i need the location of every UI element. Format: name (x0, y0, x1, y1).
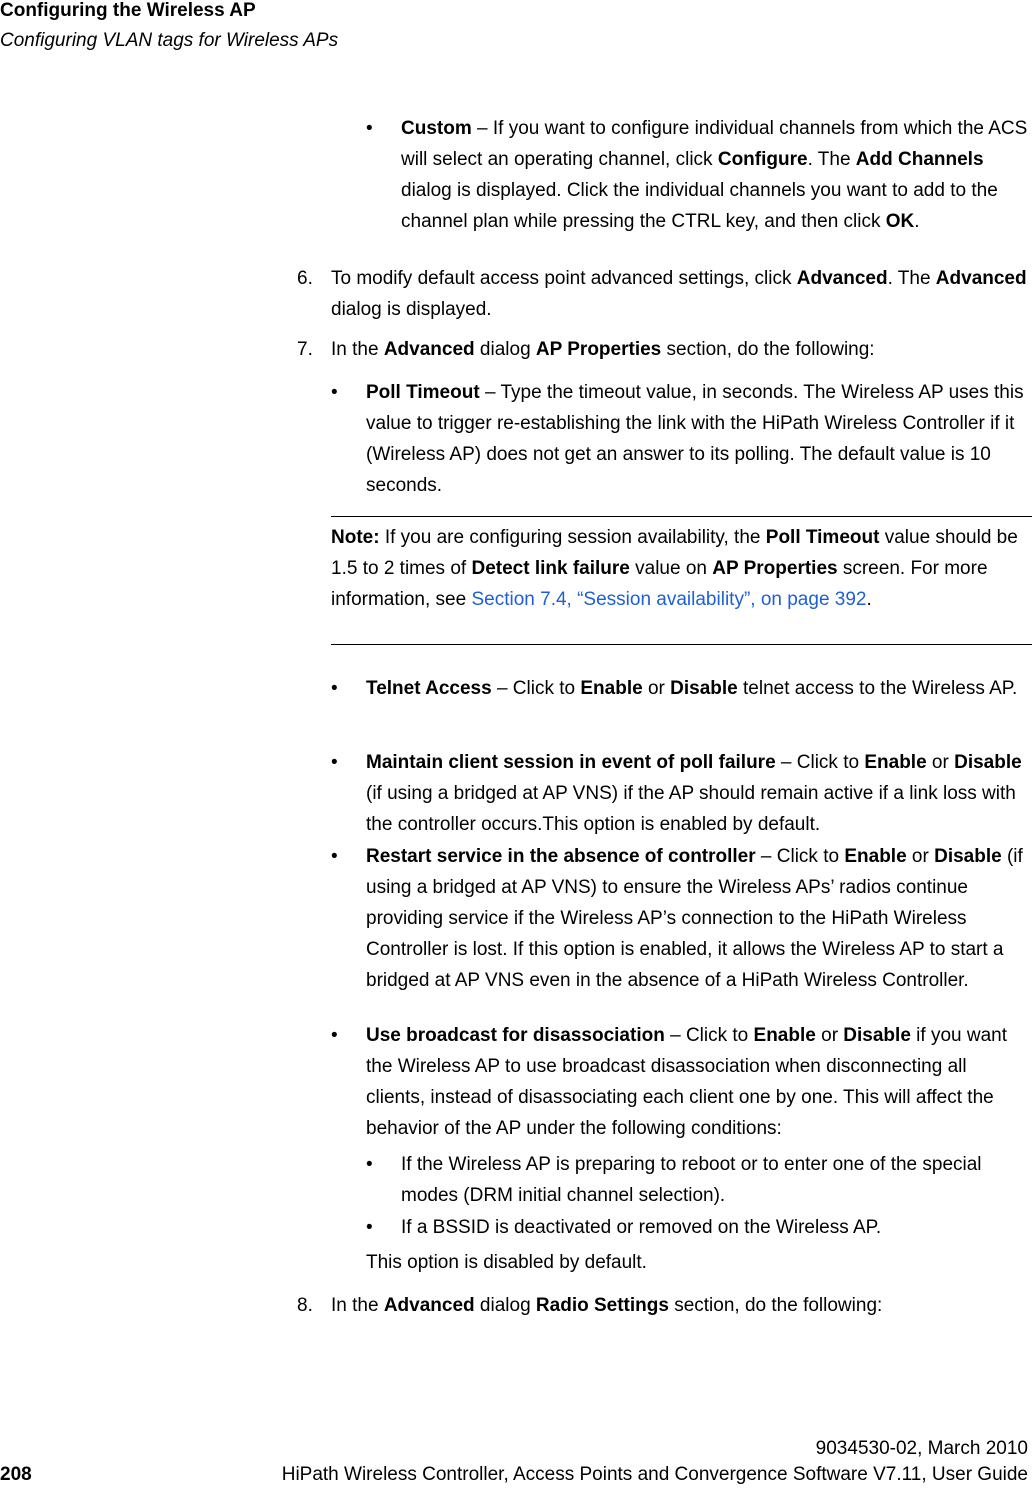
sub-bullet-text: If a BSSID is deactivated or removed on the Wireless AP. (401, 1217, 882, 1238)
bullet-symbol: • (331, 846, 338, 867)
page-number: 208 (0, 1464, 32, 1485)
note-top-rule (331, 516, 1032, 517)
note-text: Note: If you are configuring session availability, the Poll Timeout value should be 1.5 to 2 times of Detect link failure value on AP Properties screen. For more information, see Section 7.4, “Session availability”, on page 392. (331, 527, 1018, 610)
section-subtitle: Configuring VLAN tags for Wireless APs (0, 30, 339, 51)
poll-timeout-text: Poll Timeout – Type the timeout value, in seconds. The Wireless AP uses this value to trigger re-establishing the link with the HiPath Wireless Controller if it (Wireless AP) does not get an answer to its polling. The default value is 10 seconds. (366, 382, 1024, 496)
custom-term: Custom (401, 118, 472, 139)
sub-bullet-symbol: • (366, 1217, 373, 1238)
guide-title: HiPath Wireless Controller, Access Points and Convergence Software V7.11, User Guide (281, 1464, 1028, 1485)
broadcast-disassociation-text: Use broadcast for disassociation – Click to Enable or Disable if you want the Wireless AP to use broadcast disassociation when disconnecting all clients, instead of disassociating each client one by one. This will affect the behavior of the AP under the following conditions: (366, 1025, 1007, 1139)
note-bottom-rule (331, 644, 1032, 645)
bullet-symbol: • (331, 752, 338, 773)
step-8-number: 8. (297, 1295, 313, 1316)
custom-bullet-text: Custom – If you want to configure individual channels from which the ACS will select an operating channel, click Configure. The Add Channels dialog is displayed. Click the individual channels you want to add to the channel plan while pressing the CTRL key, and then click OK. (401, 118, 1028, 232)
step-6-number: 6. (297, 268, 313, 289)
sub-bullet-symbol: • (366, 1154, 373, 1175)
maintain-session-text: Maintain client session in event of poll failure – Click to Enable or Disable (if using a bridged at AP VNS) if the AP should remain active if a link loss with the controller occurs.This option is enabled by default. (366, 752, 1022, 835)
bullet-symbol: • (331, 678, 338, 699)
telnet-access-text: Telnet Access – Click to Enable or Disable telnet access to the Wireless AP. (366, 678, 1018, 699)
step-7-text: In the Advanced dialog AP Properties section, do the following: (331, 339, 875, 360)
bullet-symbol: • (331, 382, 338, 403)
step-6-text: To modify default access point advanced settings, click Advanced. The Advanced dialog is displayed. (331, 268, 1027, 320)
doc-id: 9034530-02, March 2010 (815, 1438, 1028, 1459)
step-7-number: 7. (297, 339, 313, 360)
step-8-text: In the Advanced dialog Radio Settings section, do the following: (331, 1295, 883, 1316)
restart-service-text: Restart service in the absence of controller – Click to Enable or Disable (if using a bridged at AP VNS) to ensure the Wireless APs’ radios continue providing service if the Wireless AP’s connection to the HiPath Wireless Controller is lost. If this option is enabled, it allows the Wireless AP to start a bridged at AP VNS even in the absence of a HiPath Wireless Controller. (366, 846, 1023, 991)
bullet-symbol: • (331, 1025, 338, 1046)
chapter-title: Configuring the Wireless AP (0, 0, 256, 21)
sub-bullet-text: If the Wireless AP is preparing to reboot or to enter one of the special modes (DRM initial channel selection). (401, 1154, 982, 1206)
bullet-symbol: • (366, 118, 373, 139)
disabled-default-text: This option is disabled by default. (366, 1252, 647, 1273)
section-link[interactable]: Section 7.4, “Session availability”, on page 392 (471, 589, 867, 610)
